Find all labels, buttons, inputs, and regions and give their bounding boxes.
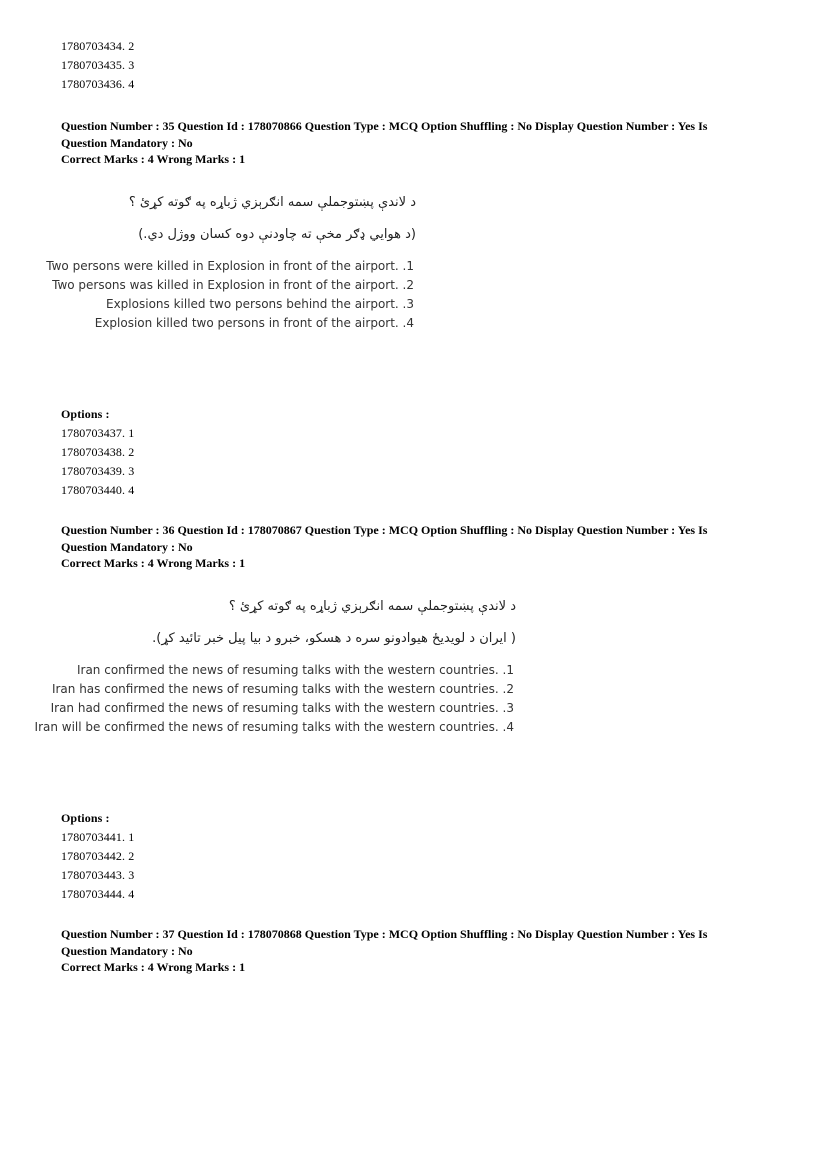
option-item: 1780703442. 2 bbox=[61, 849, 135, 863]
question-prompt: د لاندې پښتوجملې سمه انګرېزي ژباړه په ګوته کړئ ؟ bbox=[128, 195, 416, 210]
question-36-image bbox=[34, 594, 520, 744]
question-37-header bbox=[61, 926, 761, 976]
option-item: 1780703436. 4 bbox=[61, 77, 135, 91]
question-mandatory: Question Mandatory : No bbox=[61, 135, 193, 150]
option-item: 1780703439. 3 bbox=[61, 464, 135, 478]
question-header-line: Question Number : 37 Question Id : 178070868 Question Type : MCQ Option Shuffling : No Display Question Number : Yes Is bbox=[61, 927, 708, 941]
option-item: 1780703441. 1 bbox=[61, 830, 135, 844]
option-item: 1780703435. 3 bbox=[61, 58, 135, 72]
question-mandatory: Question Mandatory : No bbox=[61, 943, 193, 958]
question-header-line: Question Number : 35 Question Id : 178070866 Question Type : MCQ Option Shuffling : No Display Question Number : Yes Is bbox=[61, 119, 708, 133]
choice-4: Explosion killed two persons in front of the airport. .4 bbox=[94, 316, 414, 330]
question-36-header bbox=[61, 522, 761, 572]
question-36-options bbox=[61, 809, 134, 904]
option-item: 1780703438. 2 bbox=[61, 445, 135, 459]
choice-2: Two persons was killed in Explosion in front of the airport. .2 bbox=[52, 278, 414, 292]
choice-1: Two persons were killed in Explosion in front of the airport. .1 bbox=[46, 259, 414, 273]
question-mandatory: Question Mandatory : No bbox=[61, 539, 193, 554]
question-35-header bbox=[61, 118, 761, 168]
options-label: Options : bbox=[61, 407, 110, 421]
option-item: 1780703443. 3 bbox=[61, 868, 135, 882]
question-sentence: (د هوايي ډګر مخې ته چاودنې دوه کسان ووژل دي.) bbox=[138, 227, 416, 242]
choice-3: Iran had confirmed the news of resuming talks with the western countries. .3 bbox=[50, 701, 514, 715]
top-options bbox=[61, 37, 134, 94]
option-item: 1780703434. 2 bbox=[61, 39, 135, 53]
option-item: 1780703437. 1 bbox=[61, 426, 135, 440]
question-marks: Correct Marks : 4 Wrong Marks : 1 bbox=[61, 556, 246, 570]
question-prompt: د لاندې پښتوجملې سمه انګرېزي ژباړه په ګوته کړئ ؟ bbox=[228, 599, 516, 614]
choice-1: Iran confirmed the news of resuming talks with the western countries. .1 bbox=[76, 663, 514, 677]
option-item: 1780703444. 4 bbox=[61, 887, 135, 901]
question-marks: Correct Marks : 4 Wrong Marks : 1 bbox=[61, 960, 246, 974]
option-item: 1780703440. 4 bbox=[61, 483, 135, 497]
choice-2: Iran has confirmed the news of resuming talks with the western countries. .2 bbox=[51, 682, 514, 696]
question-35-options bbox=[61, 405, 134, 500]
question-header-line: Question Number : 36 Question Id : 178070867 Question Type : MCQ Option Shuffling : No Display Question Number : Yes Is bbox=[61, 523, 708, 537]
choice-4: Iran will be confirmed the news of resuming talks with the western countries. .4 bbox=[34, 720, 514, 734]
options-label: Options : bbox=[61, 811, 110, 825]
question-marks: Correct Marks : 4 Wrong Marks : 1 bbox=[61, 152, 246, 166]
question-35-image bbox=[46, 190, 420, 340]
question-sentence: ( ایران د لویدیځ هیوادونو سره د هسکو، خبرو د بیا پیل خبر تائید کړ). bbox=[152, 631, 516, 646]
choice-3: Explosions killed two persons behind the airport. .3 bbox=[106, 297, 414, 311]
